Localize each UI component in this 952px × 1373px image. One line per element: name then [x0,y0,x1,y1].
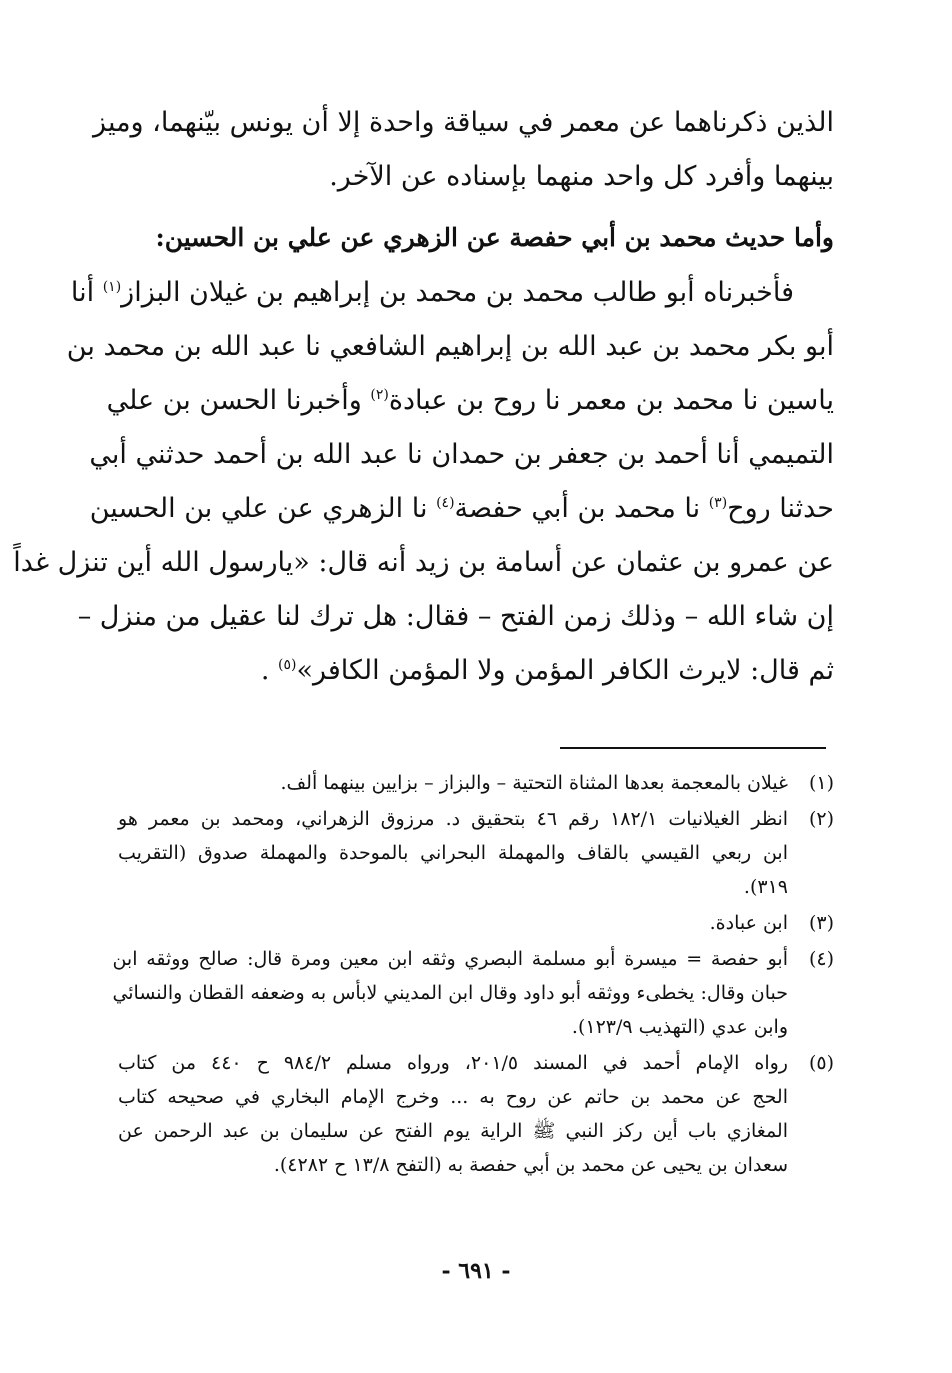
text-line: عن عمرو بن عثمان عن أسامة بن زيد أنه قال: «يارسول الله أين تنزل غداً [13,547,834,578]
page-number: - ٦٩١ - [441,1258,511,1284]
footnote-line: أبو حفصة = ميسرة أبو مسلمة البصري وثقه ابن معين ومرة قال: صالح ووثقه ابن [112,948,788,970]
text-line: حدثنا روح$^{(٣)}$ نا محمد بن أبي حفصة$^{(٤)}$ نا الزهري عن علي بن الحسين [89,493,834,524]
paragraph-intro [93,96,834,204]
footnote-number: (٢) [808,808,834,830]
footnote-ref: (٤) [436,495,455,511]
text-line: إن شاء الله – وذلك زمن الفتح – فقال: هل ترك لنا عقيل من منزل – [77,601,834,632]
footnote-number: (٥) [808,1052,834,1074]
text-line: أبو بكر محمد بن عبد الله بن إبراهيم الشافعي نا عبد الله بن محمد بن [66,331,834,362]
text-line: الذين ذكرناهما عن معمر في سياقة واحدة إلا أن يونس بيّنهما، وميز [93,107,834,138]
text-line: التميمي أنا أحمد بن جعفر بن حمدان نا عبد الله بن أحمد حدثني أبي [89,439,834,470]
section-heading: وأما حديث محمد بن أبي حفصة عن الزهري عن علي بن الحسين: [155,223,834,252]
footnote-line: رواه الإمام أحمد في المسند ٢٠١/٥، ورواه مسلم ٩٨٤/٢ ح ٤٤٠ من كتاب [118,1052,788,1074]
footnote-3 [118,906,834,940]
footnote-number: (٤) [808,948,834,970]
footnote-line: وابن عدي (التهذيب ١٢٣/٩). [571,1016,788,1038]
paragraph-isnad [13,266,834,698]
footnote-line: سعدان بن يحيى عن محمد بن أبي حفصة به (التفح ١٣/٨ ح ٤٢٨٢). [273,1154,788,1176]
text-line: ياسين نا محمد بن معمر نا روح بن عبادة$^{(٢)}$ وأخبرنا الحسن بن علي [106,385,834,416]
text-line: بينهما وأفرد كل واحد منهما بإسناده عن الآخر. [329,161,834,192]
footnote-number: (١) [808,772,834,794]
footnote-line: غيلان بالمعجمة بعدها المثناة التحتية – والبزاز – بزايين بينهما ألف. [280,772,788,794]
footnote-line: ابن عبادة. [709,912,788,934]
footnotes [112,766,834,1184]
footnote-4 [112,942,834,1044]
footnote-1 [118,766,834,800]
footnote-ref: (٢) [370,387,389,403]
main-text [13,96,834,698]
footnote-ref: (٥) [277,657,297,673]
footnote-line: انظر الغيلانيات ١٨٢/١ رقم ٤٦ بتحقيق د. مرزوق الزهراني، ومحمد بن معمر هو [118,808,789,830]
footnote-number: (٣) [808,912,834,934]
footnote-5 [118,1046,834,1182]
text-line: فأخبرناه أبو طالب محمد بن محمد بن إبراهيم بن غيلان البزاز$^{(١)}$ أنا [70,277,794,308]
footnote-line: حبان وقال: يخطىء ووثقه أبو داود وقال ابن المديني لابأس به وضعفه القطان والنسائي [112,982,788,1004]
footnote-ref: (٣) [708,495,728,511]
footnote-separator [560,747,826,749]
footnote-line: ابن ربعي القيسي بالقاف والمهملة البحراني بالموحدة والمهملة صدوق (التقريب [118,842,788,864]
footnote-2 [118,802,834,904]
text-line: ثم قال: لايرث الكافر المؤمن ولا المؤمن الكافر»$^{(٥)}$ . [260,655,834,686]
footnote-line: ٣١٩). [743,876,788,898]
footnote-line: المغازي باب أين ركز النبي ﷺ الراية يوم الفتح عن سليمان بن عبد الرحمن عن [118,1120,788,1142]
footnote-ref: (١) [102,279,122,295]
footnote-line: الحج عن محمد بن حاتم عن روح به ... وخرج الإمام البخاري في صحيحه كتاب [118,1086,788,1108]
